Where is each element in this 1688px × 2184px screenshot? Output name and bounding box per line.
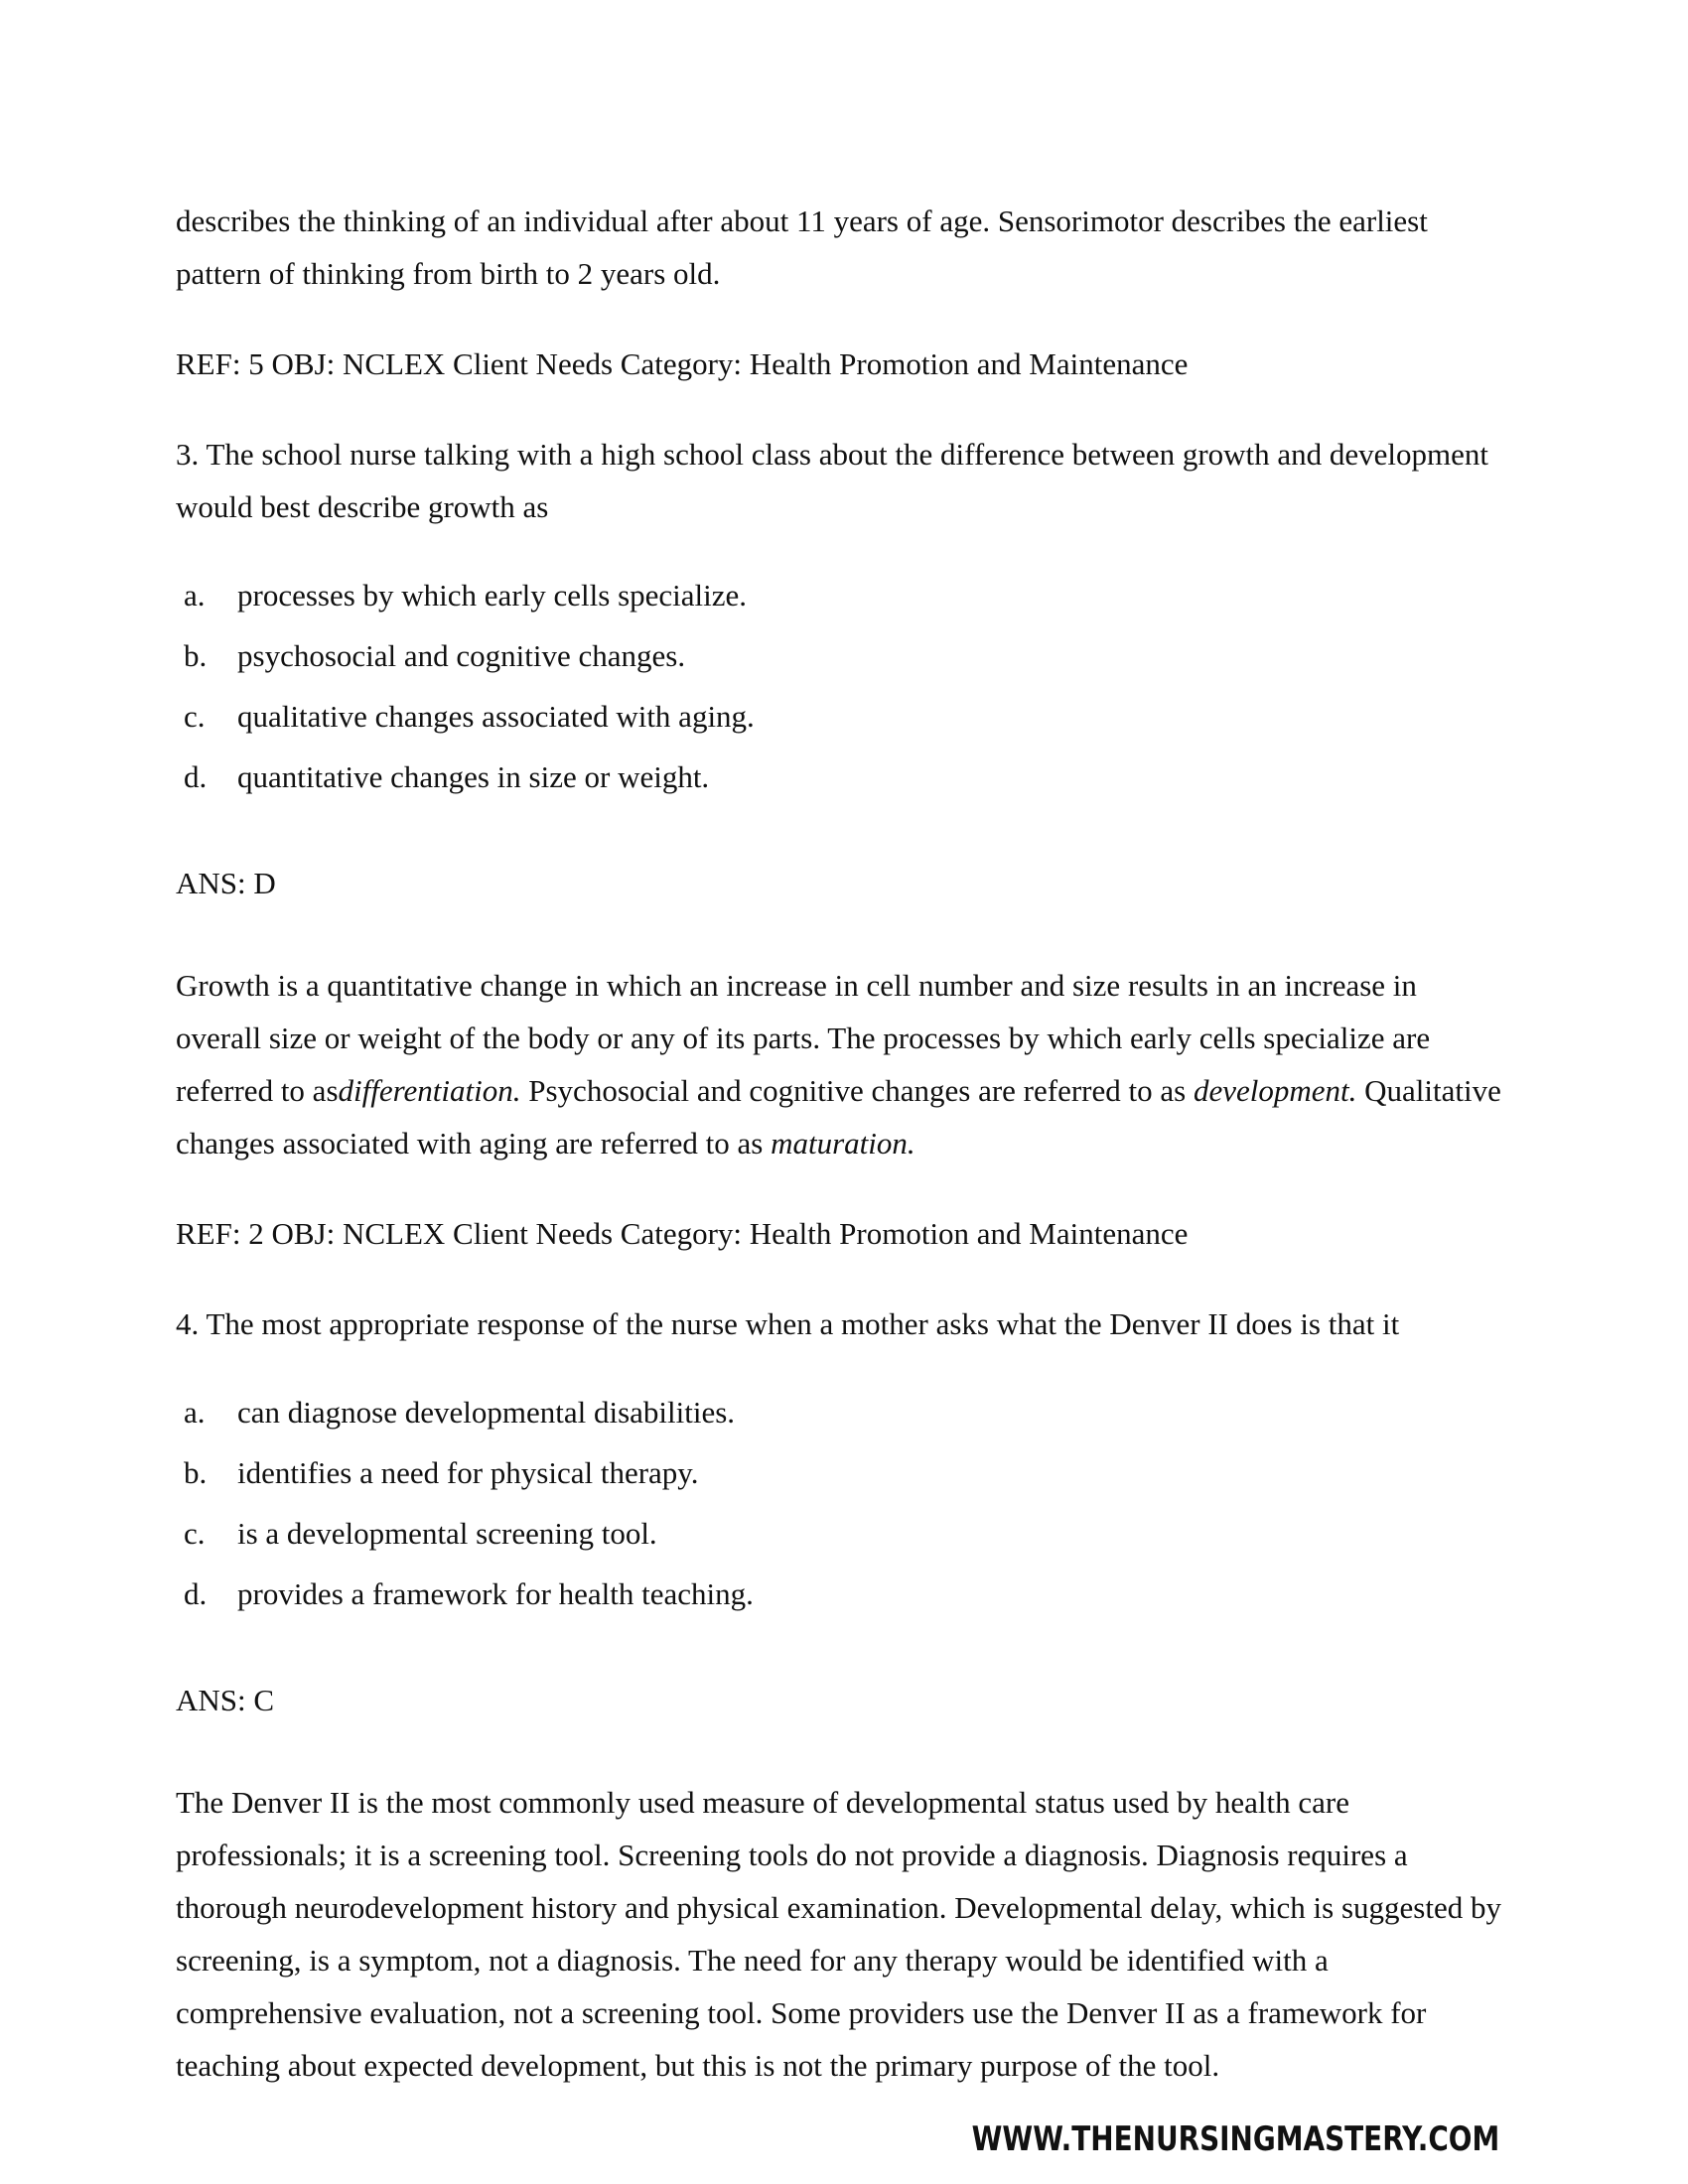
question-3-stem: 3. The school nurse talking with a high school class about the difference between growth and development would best describe growth as xyxy=(176,437,1489,524)
question-3-answer: ANS: D xyxy=(176,866,276,900)
question-3-reference: REF: 2 OBJ: NCLEX Client Needs Category: Health Promotion and Maintenance xyxy=(176,1216,1189,1251)
question-4-options xyxy=(176,1382,1506,1624)
option-letter: c. xyxy=(184,1516,206,1551)
footer-website-url: WWW.THENURSINGMASTERY.COM xyxy=(971,2119,1499,2159)
option-text: qualitative changes associated with aging. xyxy=(237,699,755,734)
rationale-text: Growth is a quantitative change in which an increase in cell number and size results in an increase in overall size or weight of the body or any of its parts. The processes by which early cells specialize are referred to as xyxy=(176,968,1431,1108)
option-letter: b. xyxy=(184,638,208,673)
question-4-stem: 4. The most appropriate response of the nurse when a mother asks what the Denver II does is that it xyxy=(176,1306,1400,1341)
option-text: processes by which early cells specialize. xyxy=(237,578,748,613)
intro-paragraph: describes the thinking of an individual after about 11 years of age. Sensorimotor describes the earliest pattern of thinking from birth to 2 years old. xyxy=(176,204,1428,291)
question-4-option-c xyxy=(176,1503,1506,1564)
question-4-option-d xyxy=(176,1564,1506,1624)
option-letter: b. xyxy=(184,1455,208,1490)
rationale-text: Psychosocial and cognitive changes are referred to as xyxy=(520,1073,1194,1108)
option-text: provides a framework for health teaching. xyxy=(237,1576,754,1611)
option-text: is a developmental screening tool. xyxy=(237,1516,657,1551)
term-maturation: maturation. xyxy=(771,1126,915,1160)
question-3-option-c xyxy=(176,686,1506,747)
term-development: development. xyxy=(1193,1073,1357,1108)
option-text: identifies a need for physical therapy. xyxy=(237,1455,699,1490)
option-letter: d. xyxy=(184,759,208,794)
option-text: psychosocial and cognitive changes. xyxy=(237,638,686,673)
question-4-option-b xyxy=(176,1442,1506,1503)
option-text: can diagnose developmental disabilities. xyxy=(237,1395,736,1430)
term-differentiation: differentiation. xyxy=(338,1073,521,1108)
document-page xyxy=(176,195,1506,2129)
option-text: quantitative changes in size or weight. xyxy=(237,759,710,794)
rationale-text: Qualitative changes associated with aging are referred to as xyxy=(176,1073,1501,1160)
question-4-rationale: The Denver II is the most commonly used measure of developmental status used by health care professionals; it is a screening tool. Screening tools do not provide a diagnosis. Diagnosis requires a thorough neurodevelopment history and physical examination. Developmental delay, which is suggested by screening, is a symptom, not a diagnosis. The need for any therapy would be identified with a comprehensive evaluation, not a screening tool. Some providers use the Denver II as a framework for teaching about expected development, but this is not the primary purpose of the tool. xyxy=(176,1785,1501,2083)
question-3-rationale xyxy=(176,959,1506,1169)
question-4-answer: ANS: C xyxy=(176,1683,275,1717)
reference-line-1: REF: 5 OBJ: NCLEX Client Needs Category: Health Promotion and Maintenance xyxy=(176,346,1189,381)
question-4-option-a xyxy=(176,1382,1506,1442)
question-3-option-a xyxy=(176,565,1506,625)
option-letter: a. xyxy=(184,1395,206,1430)
option-letter: d. xyxy=(184,1576,208,1611)
question-3-option-d xyxy=(176,747,1506,807)
question-3-options xyxy=(176,565,1506,807)
question-3-option-b xyxy=(176,625,1506,686)
option-letter: a. xyxy=(184,578,206,613)
option-letter: c. xyxy=(184,699,206,734)
